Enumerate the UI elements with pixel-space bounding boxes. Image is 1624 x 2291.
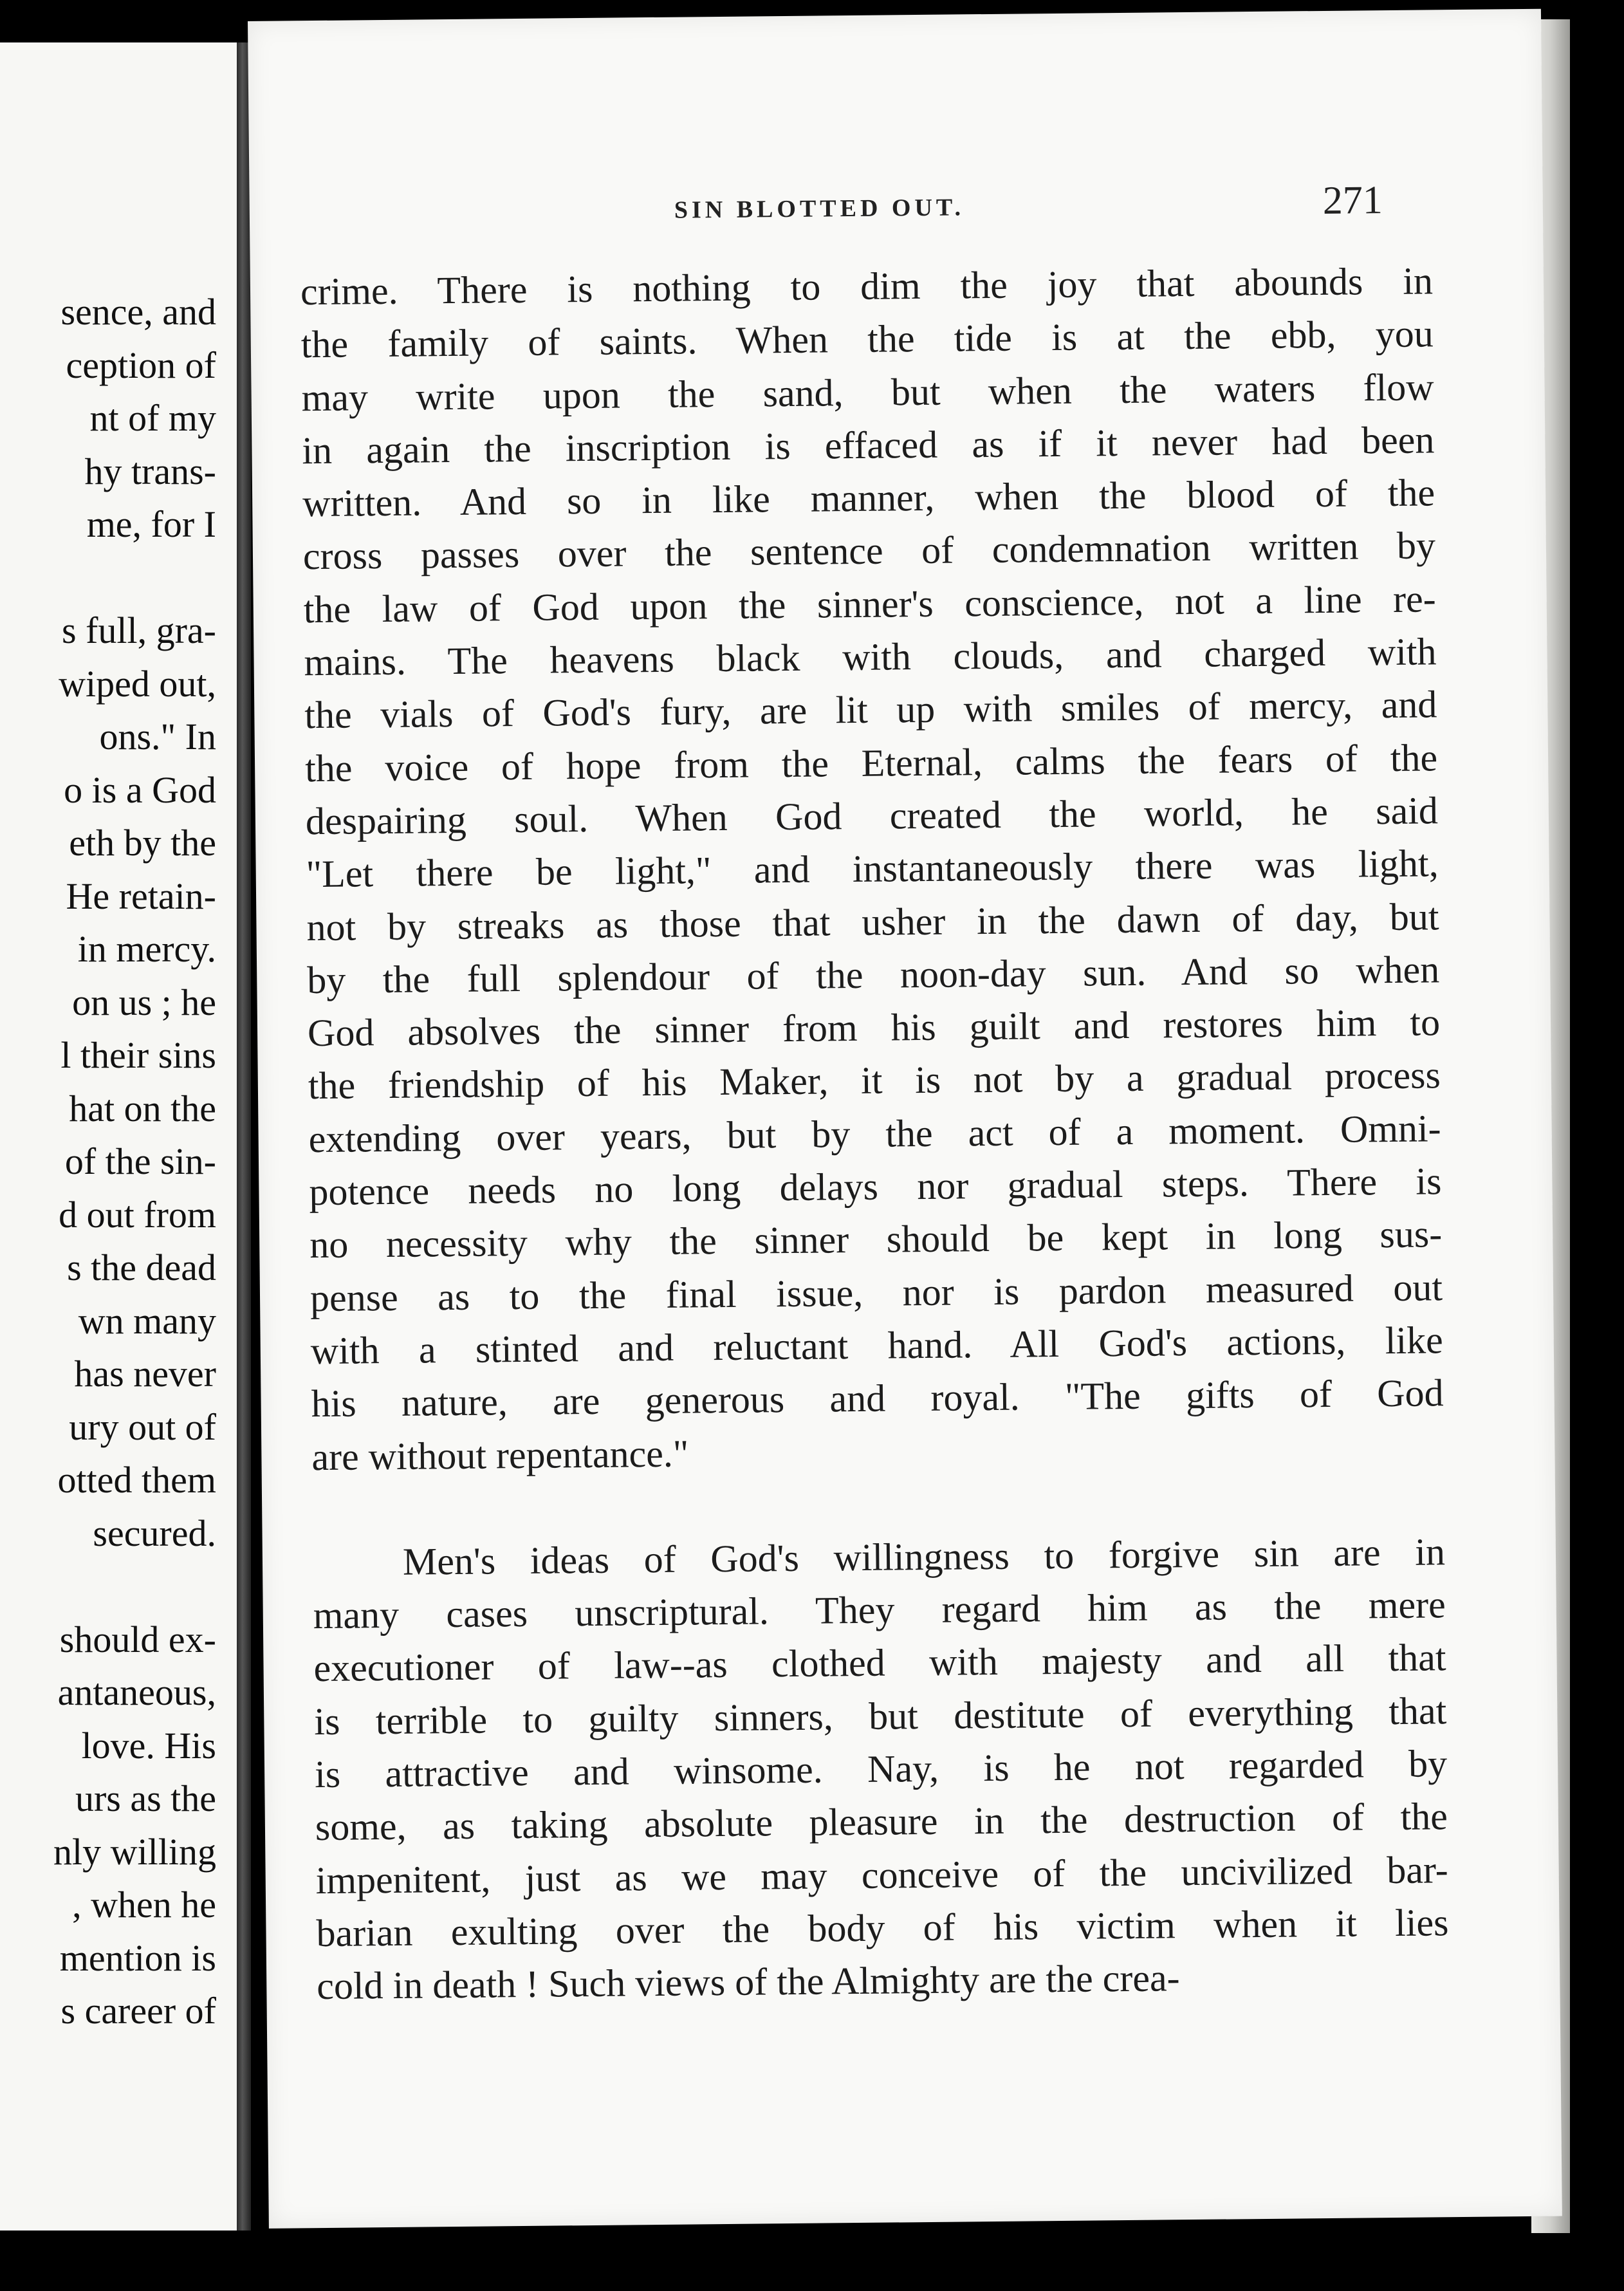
text-line: cold in death ! Such views of the Almighty are the crea-	[316, 1956, 1180, 2008]
running-header	[250, 178, 1544, 245]
previous-page-line: antaneous,	[57, 1671, 216, 1713]
page-number: 271	[1322, 178, 1383, 223]
text-line: his nature, are generous and royal. "The gifts of God	[311, 1371, 1444, 1425]
running-title: SIN BLOTTED OUT.	[674, 194, 965, 224]
previous-page-line: has never	[74, 1353, 216, 1395]
paragraph-2	[313, 1525, 1450, 2013]
text-line: some, as taking absolute pleasure in the destruction of the	[315, 1795, 1448, 1849]
book-gutter	[237, 42, 251, 2231]
text-line: many cases unscriptural. They regard him as the mere	[313, 1583, 1446, 1637]
previous-page-text	[53, 286, 216, 2038]
page-271	[248, 9, 1562, 2229]
text-line: in again the inscription is effaced as if it never had been	[302, 418, 1435, 472]
previous-page-line: sence, and	[60, 291, 216, 333]
text-line: is terrible to guilty sinners, but destitute of everything that	[314, 1689, 1447, 1743]
text-line: the law of God upon the sinner's conscience, not a line re-	[303, 577, 1437, 631]
text-line: is attractive and winsome. Nay, is he not regarded by	[314, 1742, 1448, 1796]
previous-page-line	[53, 1560, 216, 1613]
text-line: with a stinted and reluctant hand. All God's actions, like	[310, 1319, 1444, 1373]
previous-page-line: mention is	[59, 1936, 216, 1979]
previous-page-line: He retain-	[66, 875, 216, 917]
previous-page-line: in mercy.	[77, 928, 216, 970]
text-line: the family of saints. When the tide is at the ebb, you	[300, 312, 1434, 366]
text-line: may write upon the sand, but when the waters flow	[301, 365, 1434, 419]
text-line: crime. There is nothing to dim the joy that abounds in	[300, 259, 1434, 313]
text-line: despairing soul. When God created the world, he said	[305, 789, 1439, 843]
previous-page-line: wn many	[78, 1299, 216, 1342]
text-line: the friendship of his Maker, it is not by a gradual process	[308, 1053, 1441, 1108]
previous-page-fragment	[0, 42, 237, 2231]
text-line: Men's ideas of God's willingness to forgive sin are in	[402, 1530, 1446, 1583]
text-line: written. And so in like manner, when the blood of the	[302, 471, 1435, 525]
previous-page-line: s career of	[60, 1990, 216, 2032]
previous-page-line: d out from	[59, 1193, 216, 1236]
previous-page-line: hat on the	[69, 1087, 216, 1129]
previous-page-line: wiped out,	[59, 662, 216, 705]
previous-page-line: otted them	[57, 1459, 216, 1501]
text-line: not by streaks as those that usher in the dawn of day, but	[306, 895, 1439, 949]
previous-page-line: of the sin-	[64, 1140, 216, 1182]
text-line: are without repentance."	[311, 1432, 689, 1478]
previous-page-line: nly willing	[53, 1830, 216, 1873]
previous-page-line: , when he	[72, 1884, 216, 1925]
previous-page-line: ception of	[66, 344, 216, 386]
text-line: by the full splendour of the noon-day sun. And so when	[306, 948, 1440, 1002]
text-line: cross passes over the sentence of condemnation written by	[302, 524, 1436, 578]
previous-page-line: s the dead	[67, 1247, 216, 1288]
previous-page-line: s full, gra-	[62, 609, 216, 651]
text-line: barian exulting over the body of his victim when it lies	[316, 1901, 1449, 1955]
previous-page-line: hy trans-	[84, 450, 216, 492]
previous-page-line: l their sins	[60, 1034, 216, 1076]
text-line: impenitent, just as we may conceive of the uncivilized bar-	[315, 1848, 1448, 1902]
previous-page-line: urs as the	[75, 1777, 216, 1819]
previous-page-line	[53, 552, 216, 605]
previous-page-line: love. His	[81, 1724, 216, 1767]
previous-page-line: me, for I	[86, 503, 216, 545]
body-text	[300, 254, 1450, 2012]
text-line: God absolves the sinner from his guilt and restores him to	[307, 1001, 1441, 1055]
text-line: pense as to the final issue, nor is pardon measured out	[309, 1265, 1443, 1319]
previous-page-line: eth by the	[69, 822, 216, 864]
previous-page-line: ury out of	[69, 1405, 216, 1448]
previous-page-line: on us ; he	[72, 981, 216, 1023]
text-line: "Let there be light," and instantaneously there was light,	[306, 842, 1439, 896]
previous-page-line: ons." In	[99, 716, 216, 757]
text-line: mains. The heavens black with clouds, and charged with	[304, 630, 1437, 684]
previous-page-line: nt of my	[89, 397, 216, 439]
previous-page-line: should ex-	[59, 1618, 216, 1660]
text-line: the vials of God's fury, are lit up with smiles of mercy, and	[304, 683, 1437, 737]
paragraph-1	[300, 254, 1444, 1483]
text-line: potence needs no long delays nor gradual steps. There is	[309, 1160, 1442, 1214]
previous-page-line: secured.	[93, 1512, 216, 1554]
text-line: no necessity why the sinner should be kept in long sus-	[309, 1212, 1443, 1266]
text-line: executioner of law--as clothed with majesty and all that	[313, 1636, 1446, 1690]
text-line: the voice of hope from the Eternal, calms the fears of the	[304, 736, 1438, 790]
text-line: extending over years, but by the act of a moment. Omni-	[308, 1107, 1441, 1160]
previous-page-line: o is a God	[64, 768, 216, 811]
